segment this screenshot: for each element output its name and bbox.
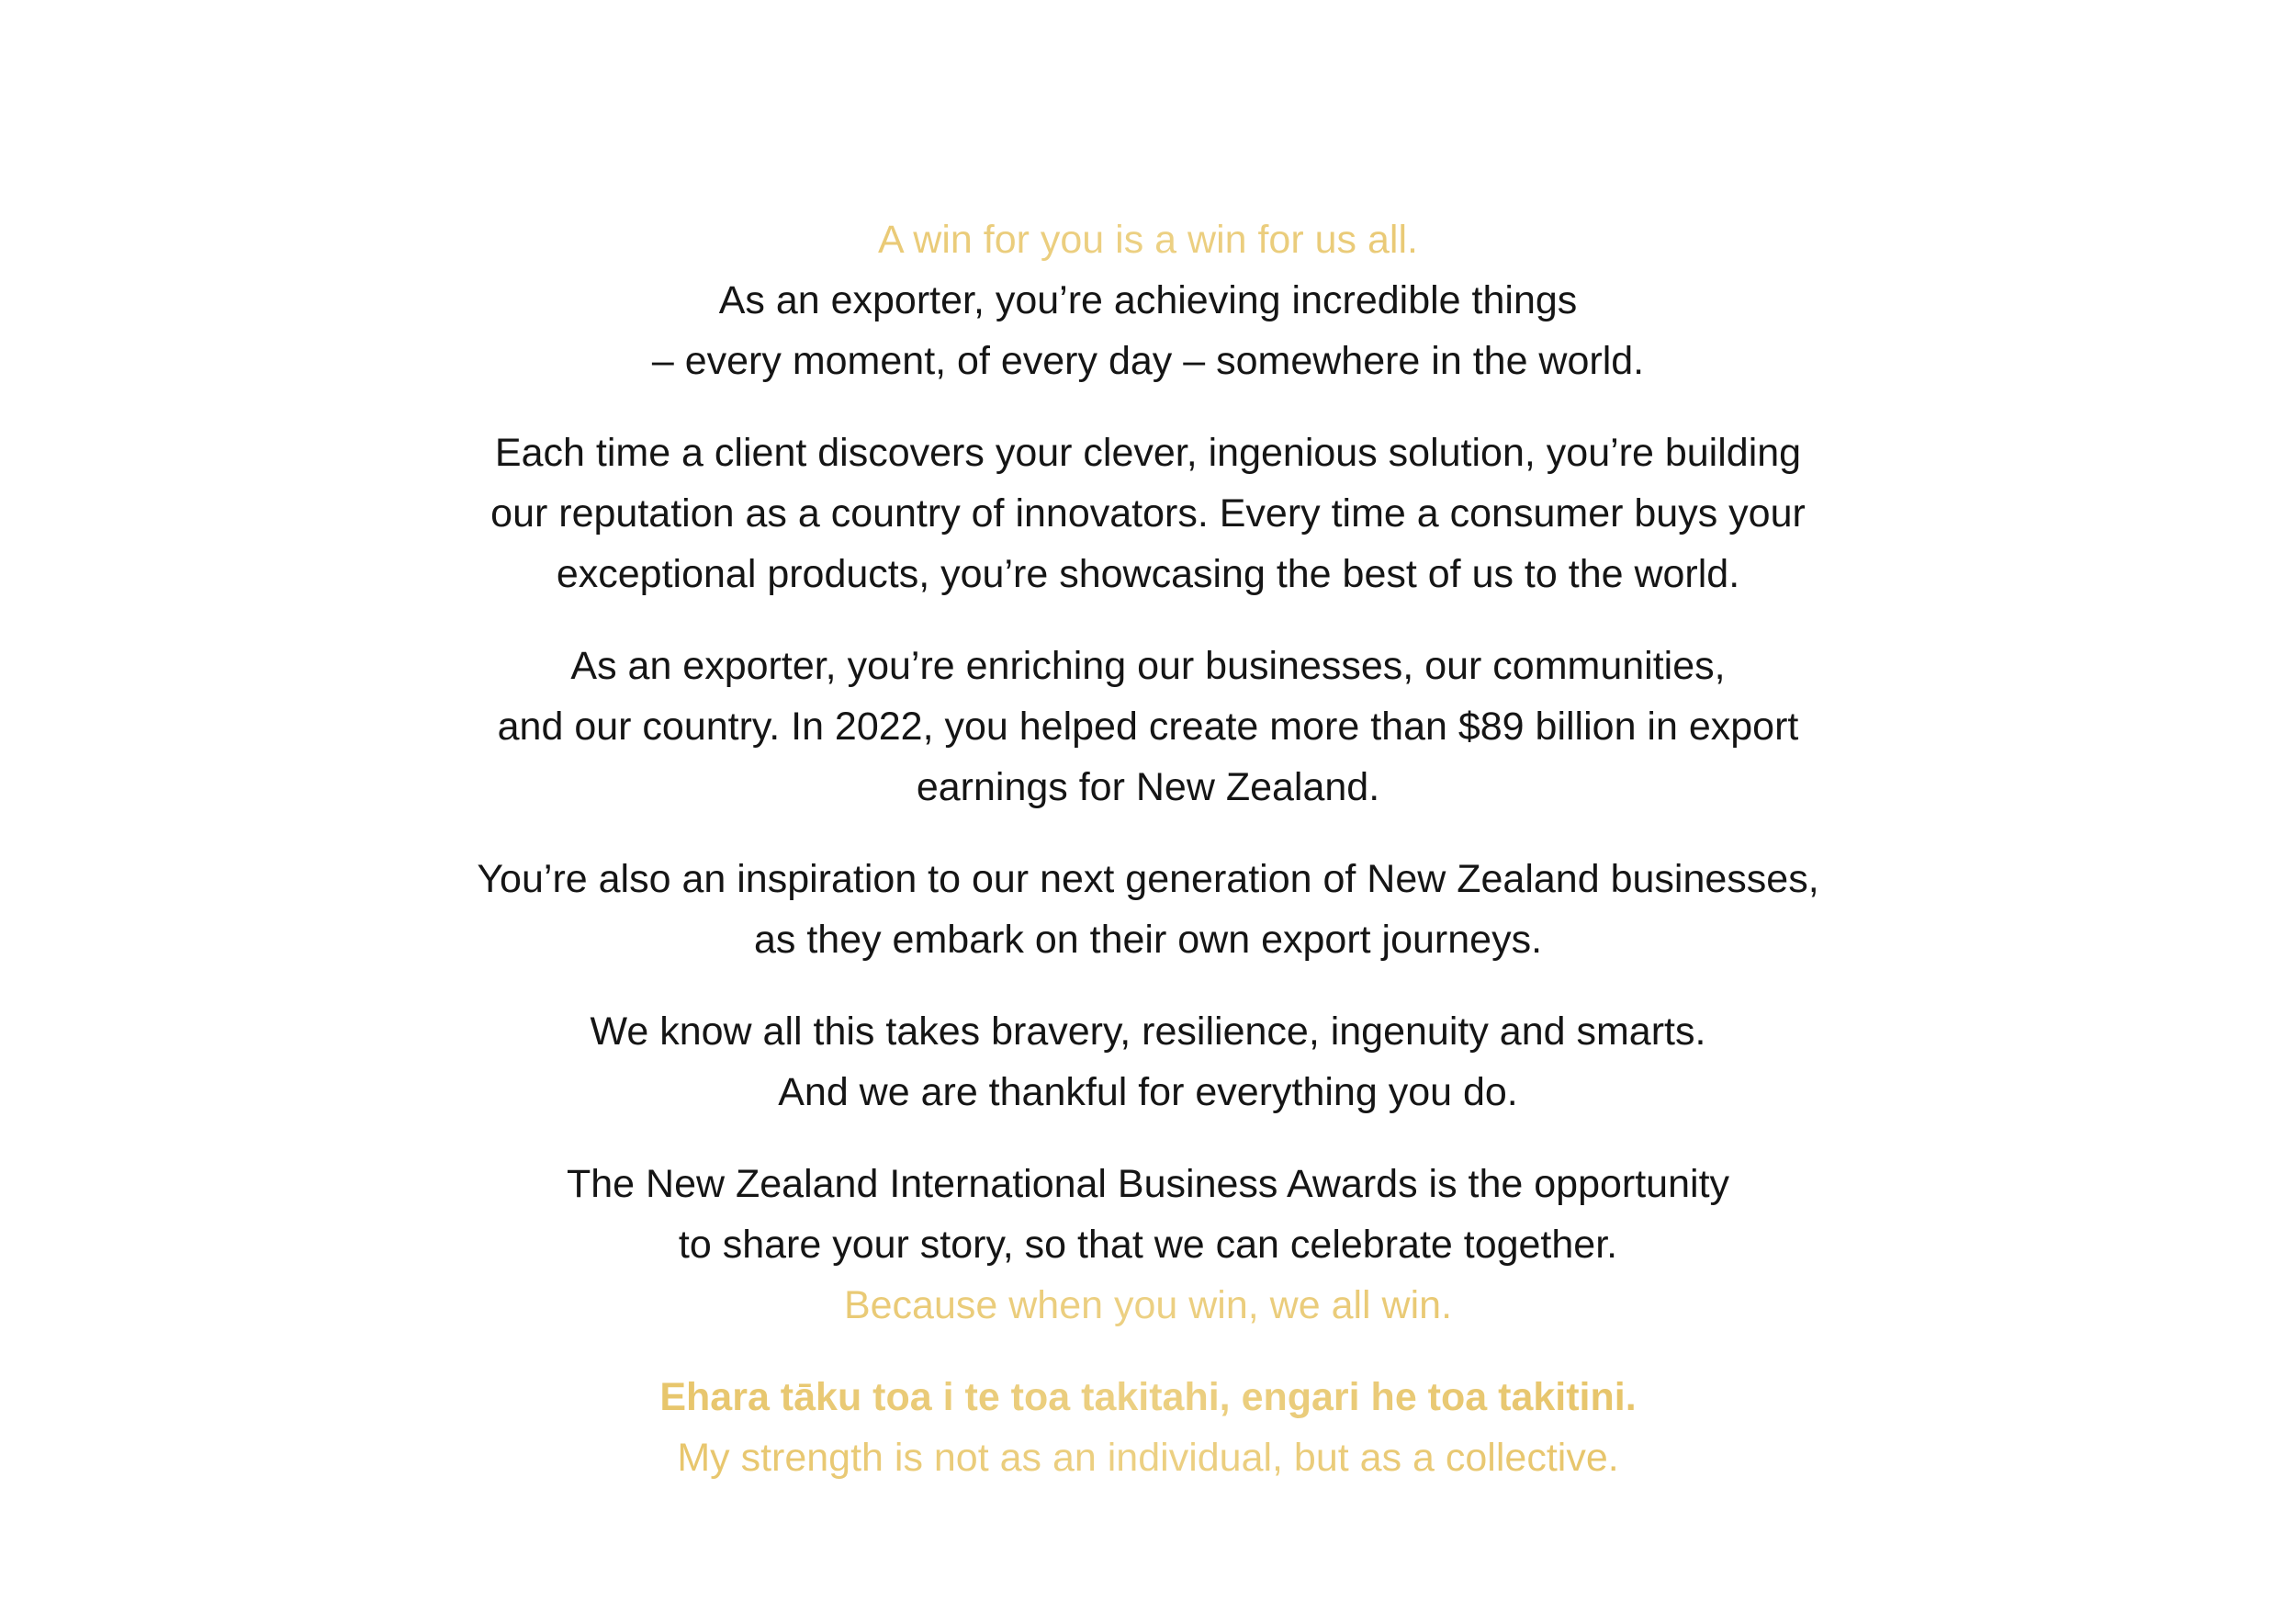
whakatauki-english: My strength is not as an individual, but as a collective.: [230, 1427, 2066, 1488]
intro-line-2: – every moment, of every day – somewhere in the world.: [651, 339, 1645, 383]
reputation-line-1: Each time a client discovers your clever, ingenious solution, you’re building: [494, 431, 1802, 475]
awards-closing: Because when you win, we all win.: [230, 1275, 2066, 1336]
reputation-line-2: our reputation as a country of innovators. Every time a consumer buys your: [490, 491, 1806, 536]
thanks-paragraph: [230, 1001, 2066, 1122]
tagline: A win for you is a win for us all.: [230, 209, 2066, 270]
thanks-line-2: And we are thankful for everything you do.: [778, 1070, 1518, 1114]
awards-line-1: The New Zealand International Business Awards is the opportunity: [566, 1162, 1730, 1206]
intro-paragraph: [230, 209, 2066, 391]
thanks-line-1: We know all this takes bravery, resilience, ingenuity and smarts.: [590, 1009, 1706, 1054]
enriching-paragraph: [230, 636, 2066, 818]
enriching-line-2: and our country. In 2022, you helped create more than $89 billion in export: [497, 705, 1799, 749]
letter-body: [230, 209, 2066, 1519]
enriching-line-1: As an exporter, you’re enriching our businesses, our communities,: [570, 644, 1726, 688]
awards-paragraph: [230, 1154, 2066, 1336]
whakatauki-paragraph: [230, 1367, 2066, 1488]
reputation-paragraph: [230, 423, 2066, 604]
intro-line-1: As an exporter, you’re achieving incredible things: [718, 278, 1578, 322]
inspiration-line-2: as they embark on their own export journeys.: [753, 918, 1543, 962]
enriching-line-3: earnings for New Zealand.: [916, 765, 1380, 809]
reputation-line-3: exceptional products, you’re showcasing the best of us to the world.: [556, 552, 1740, 596]
inspiration-paragraph: [230, 849, 2066, 970]
inspiration-line-1: You’re also an inspiration to our next generation of New Zealand businesses,: [477, 857, 1819, 901]
awards-line-2: to share your story, so that we can celebrate together.: [678, 1223, 1618, 1267]
whakatauki-maori: Ehara tāku toa i te toa takitahi, engari he toa takitini.: [230, 1367, 2066, 1427]
